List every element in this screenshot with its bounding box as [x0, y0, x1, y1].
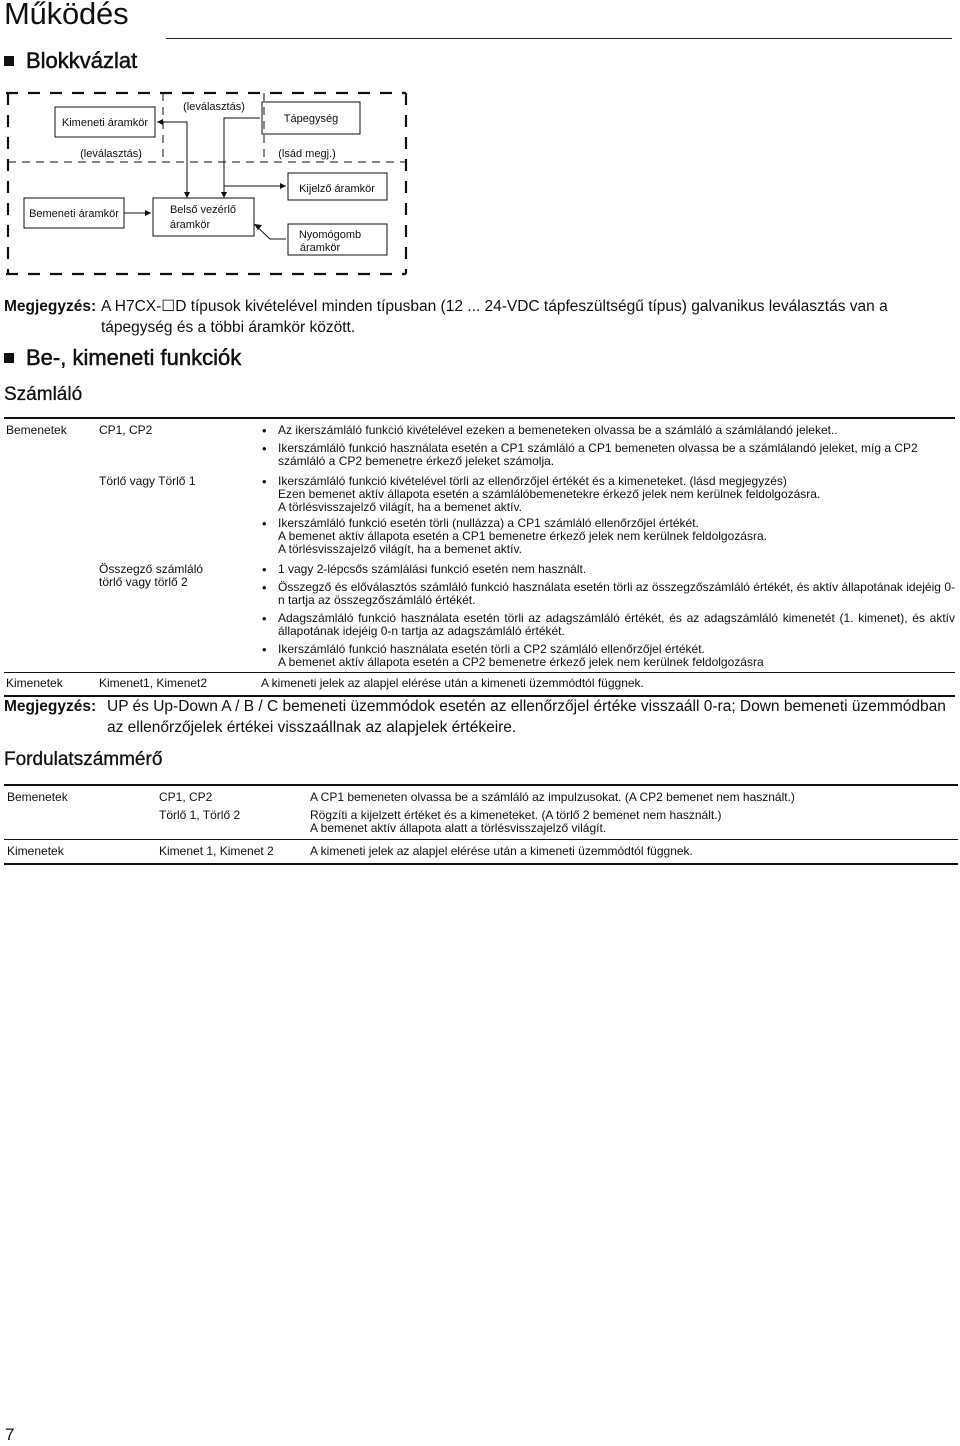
- table-row: [4, 808, 958, 840]
- list-item: • Adagszámláló funkció használata esetén törli az adagszámláló értékét, és az adagszámláló kimenetét (1. kimenet), és aktív állapotának idejéig 0-n tartja az adagszámláló értékét.: [261, 612, 955, 638]
- table-row: [4, 840, 958, 865]
- description-cell: A CP1 bemeneten olvassa be a számláló az impulzusokat. (A CP2 bemenet nem használt.): [310, 790, 795, 804]
- label-kimeneti: Kimeneti áramkör: [61, 117, 149, 129]
- group-cell: [4, 808, 155, 840]
- signal-name-cell: Törlő 1, Törlő 2: [159, 808, 241, 822]
- list-item: • Ikerszámláló funkció kivételével törli az ellenőrzőjel értékét és a kimeneteket. (lásd megjegyzés) Ezen bemenet aktív állapota esetén a számlálóbemenetekre érkező jelek nem kerülnek feldolgozásra. A törlésvisszajelző világít, ha a bemenet aktív.: [261, 475, 955, 514]
- label-belso-2: áramkör: [169, 219, 211, 231]
- description-cell: [259, 418, 955, 473]
- signal-name-cell: Törlő vagy Törlő 1: [99, 474, 196, 488]
- tacho-table: [4, 784, 958, 865]
- list-item: • Ikerszámláló funkció esetén törli (nullázza) a CP1 számláló ellenőrzőjel értékét. A bemenet aktív állapota esetén a CP1 bemenetre érkező jelek nem kerülnek feldolgozásra. A törlésvisszajelző világít, ha a bemenet aktív.: [261, 517, 955, 556]
- block-diagram: [0, 85, 420, 280]
- title-rule: [166, 38, 952, 39]
- label-lasd: (lsád megj.): [278, 148, 336, 160]
- connector-belso-kimeneti: [157, 122, 187, 198]
- signal-name-cell: Kimenet1, Kimenet2: [99, 676, 208, 690]
- table-row: [4, 473, 955, 561]
- description-cell: [259, 561, 955, 673]
- square-bullet-icon: [4, 353, 14, 363]
- signal-name-cell: Összegző számláló törlő vagy törlő 2: [99, 562, 204, 589]
- block-heading-text: Blokkvázlat: [26, 48, 138, 73]
- note-text: A H7CX-☐D típusok kivételével minden típusban (12 ... 24-VDC tápfeszültségű típus) galvanikus leválasztás van a tápegység és a többi áramkör között.: [101, 298, 888, 336]
- label-leval-left: (leválasztás): [80, 148, 142, 160]
- group-cell: Kimenetek: [7, 844, 64, 858]
- list-item: • Összegző és előválasztós számláló funkció használata esetén törli az összegzőszámláló értékét, és aktív állapotának idejéig 0-n tartja az összegzőszámláló értékét.: [261, 581, 955, 607]
- label-nyomo-1: Nyomógomb: [298, 229, 362, 241]
- table-row: [4, 561, 955, 673]
- arrowhead-icon: [221, 192, 227, 198]
- label-bemeneti: Bemeneti áramkör: [29, 208, 119, 220]
- label-kijelzo: Kijelző áramkör: [299, 183, 375, 195]
- table-row: [4, 785, 958, 808]
- signal-name-cell: Kimenet 1, Kimenet 2: [159, 844, 274, 858]
- group-cell: Bemenetek: [6, 423, 67, 437]
- note-label: Megjegyzés:: [4, 698, 97, 715]
- io-heading-text: Be-, kimeneti funkciók: [26, 345, 242, 370]
- table-row: [4, 418, 955, 473]
- section-heading-block: [4, 48, 137, 74]
- tacho-heading: Fordulatszámmérő: [4, 749, 163, 770]
- arrowhead-icon: [280, 183, 286, 189]
- page-title: Működés: [4, 0, 129, 31]
- label-leval-top: (leválasztás): [183, 101, 245, 113]
- arrowhead-icon: [254, 224, 262, 230]
- arrowhead-icon: [145, 210, 151, 216]
- label-nyomo-2: áramkör: [299, 242, 341, 254]
- description-cell: [259, 473, 955, 561]
- signal-name-cell: CP1, CP2: [99, 423, 153, 437]
- note-reset: [4, 696, 959, 738]
- description-cell: Rögzíti a kijelzett értéket és a kimeneteket. (A törlő 2 bemenet nem használt.) A bemenet aktív állapota alatt a törlésvisszajelző világít.: [310, 808, 722, 835]
- arrowhead-icon: [157, 119, 163, 125]
- table-row: [4, 673, 955, 697]
- description-cell: A kimeneti jelek az alapjel elérése után a kimeneti üzemmódtól függnek.: [261, 676, 644, 690]
- list-item: • Az ikerszámláló funkció kivételével ezeken a bemeneteken olvassa be a számláló a számlálandó jeleket..: [261, 424, 955, 437]
- arrowhead-icon: [184, 192, 190, 198]
- note-label: Megjegyzés:: [4, 298, 97, 315]
- label-belso-1: Belső vezérlő: [169, 204, 237, 216]
- note-isolation: [4, 296, 956, 338]
- list-item: • 1 vagy 2-lépcsős számlálási funkció esetén nem használt.: [261, 563, 955, 576]
- section-heading-io: [4, 345, 241, 371]
- counter-heading: Számláló: [4, 384, 83, 405]
- group-cell: [4, 561, 97, 673]
- note-text: UP és Up-Down A / B / C bemeneti üzemmódok esetén az ellenőrzőjel értéke visszaáll 0-ra; Down bemeneti üzemmódban az ellenőrzőjelek értékei visszaállnak az alapjelek értékeire.: [107, 698, 946, 736]
- label-tapegyseg: Tápegység: [283, 113, 339, 125]
- list-item: • Ikerszámláló funkció használata esetén a CP1 számláló a CP1 bemeneten olvassa be a számlálandó jeleket, míg a CP2 számláló a CP2 bemenetre érkező jeleket számolja.: [261, 442, 955, 468]
- page-number: 7: [5, 1425, 15, 1444]
- group-cell: Kimenetek: [6, 676, 63, 690]
- counter-table: [4, 417, 955, 697]
- square-bullet-icon: [4, 56, 14, 66]
- group-cell: [4, 473, 97, 561]
- signal-name-cell: CP1, CP2: [159, 790, 213, 804]
- description-cell: A kimeneti jelek az alapjel elérése után a kimeneti üzemmódtól függnek.: [310, 844, 693, 858]
- group-cell: Bemenetek: [7, 790, 68, 804]
- list-item: • Ikerszámláló funkció használata esetén törli a CP2 számláló ellenőrzőjel értékét. A bemenet aktív állapota esetén a CP2 bemenetre érkező jelek nem kerülnek feldolgozásra: [261, 643, 955, 669]
